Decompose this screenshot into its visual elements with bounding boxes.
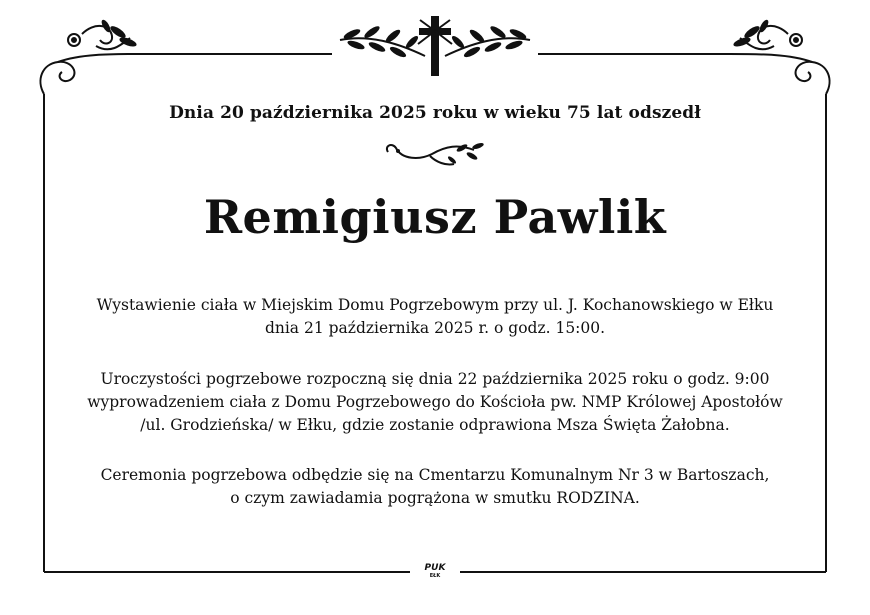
paragraph-line: Wystawienie ciała w Miejskim Domu Pogrzebowym przy ul. J. Kochanowskiego w Ełku (96, 296, 774, 314)
paragraph-line: Uroczystości pogrzebowe rozpoczną się dnia 22 października 2025 roku o godz. 9:00 (100, 370, 770, 388)
paragraph-line: /ul. Grodzieńska/ w Ełku, gdzie zostanie odprawiona Msza Święta Żałobna. (140, 416, 730, 434)
deceased-name: Remigiusz Pawlik (203, 190, 667, 244)
viewing-info-paragraph (44, 294, 826, 340)
cross-with-laurel-icon (340, 16, 530, 76)
logo-text-main: PUK (424, 563, 446, 573)
paragraph-line: o czym zawiadamia pogrążona w smutku RODZINA. (230, 489, 640, 507)
paragraph-line: wyprowadzeniem ciała z Domu Pogrzebowego do Kościoła pw. NMP Królowej Apostołów (87, 393, 783, 411)
paragraph-line: Ceremonia pogrzebowa odbędzie się na Cmentarzu Komunalnym Nr 3 w Bartoszach, (100, 466, 770, 484)
logo-text-sub: EŁK (429, 573, 441, 579)
burial-info-paragraph (44, 464, 826, 510)
company-logo (415, 563, 455, 579)
paragraph-line: dnia 21 października 2025 r. o godz. 15:00. (264, 319, 606, 337)
funeral-ceremony-paragraph (44, 368, 826, 437)
death-announcement-headline: Dnia 20 października 2025 roku w wieku 75 lat odszedł (169, 103, 701, 123)
